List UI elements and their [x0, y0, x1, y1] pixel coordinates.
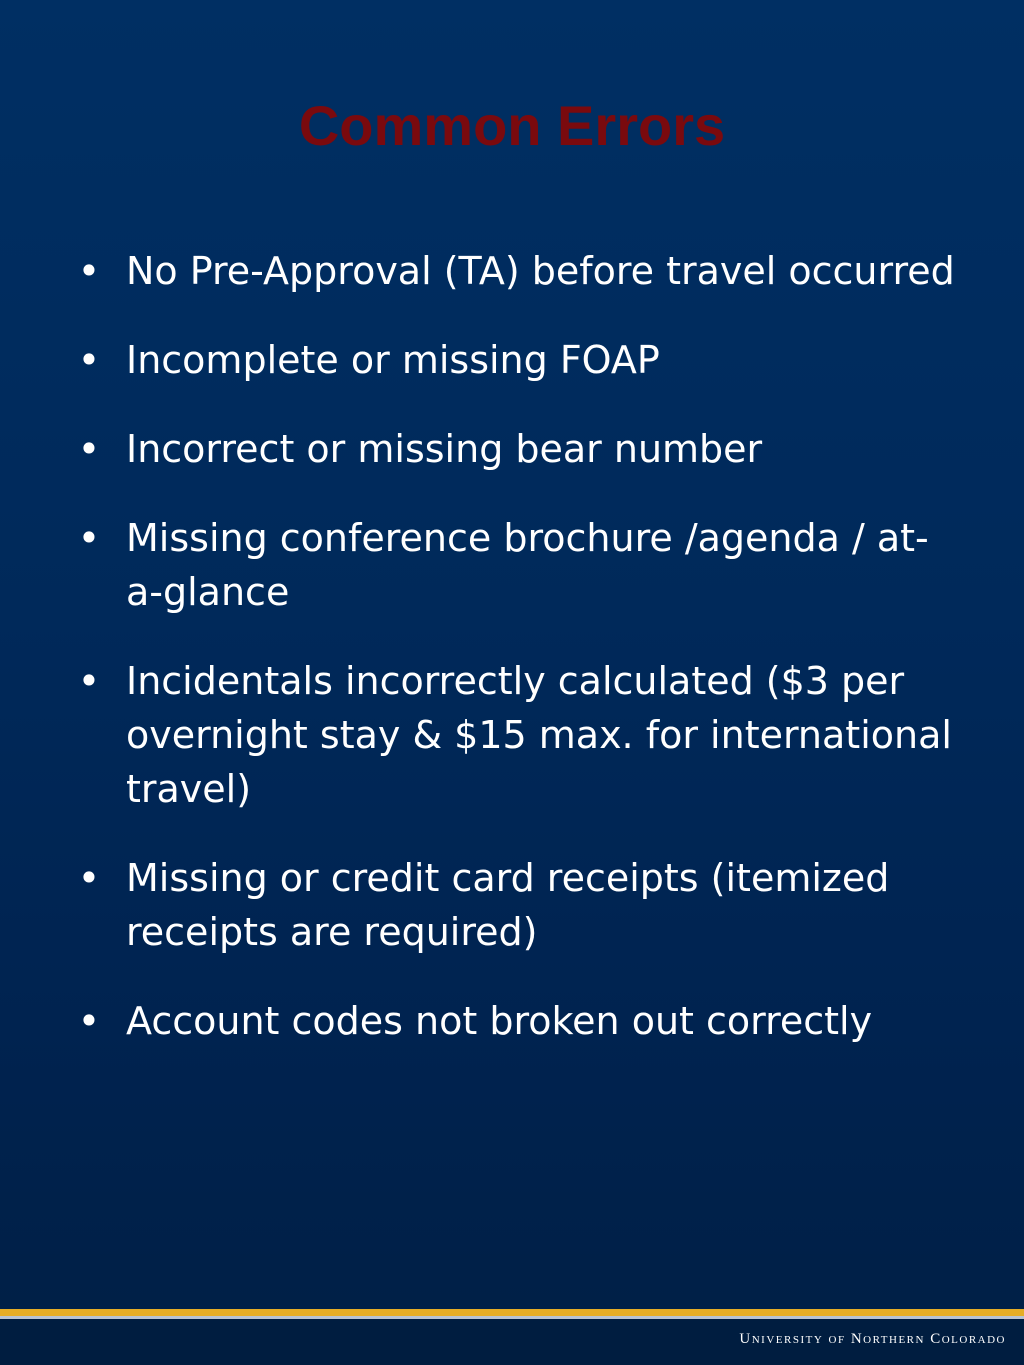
footer-gold-stripe — [0, 1309, 1024, 1316]
bullet-icon: • — [77, 516, 101, 560]
list-item — [74, 511, 964, 619]
slide-title: Common Errors — [298, 94, 726, 157]
university-logo: University of Northern Colorado — [739, 1331, 1006, 1347]
bullet-icon: • — [77, 999, 101, 1043]
list-item — [74, 851, 964, 959]
bullet-text: Missing conference brochure /agenda / at-a-glance — [126, 516, 929, 614]
bullet-icon: • — [77, 338, 101, 382]
list-item — [74, 244, 964, 298]
list-item — [74, 994, 964, 1048]
bullet-text: Incomplete or missing FOAP — [126, 338, 660, 382]
list-item — [74, 654, 964, 816]
bullet-icon: • — [77, 427, 101, 471]
bullet-icon: • — [77, 249, 101, 293]
bullet-text: Missing or credit card receipts (itemized receipts are required) — [126, 856, 890, 954]
bullet-text: Account codes not broken out correctly — [126, 999, 873, 1043]
list-item — [74, 333, 964, 387]
bullet-text: No Pre-Approval (TA) before travel occurred — [126, 249, 955, 293]
bullet-list — [74, 244, 964, 1083]
bullet-icon: • — [77, 659, 101, 703]
list-item — [74, 422, 964, 476]
bullet-text: Incorrect or missing bear number — [126, 427, 763, 471]
bullet-text: Incidentals incorrectly calculated ($3 per overnight stay & $15 max. for international travel) — [126, 659, 952, 811]
bullet-icon: • — [77, 856, 101, 900]
